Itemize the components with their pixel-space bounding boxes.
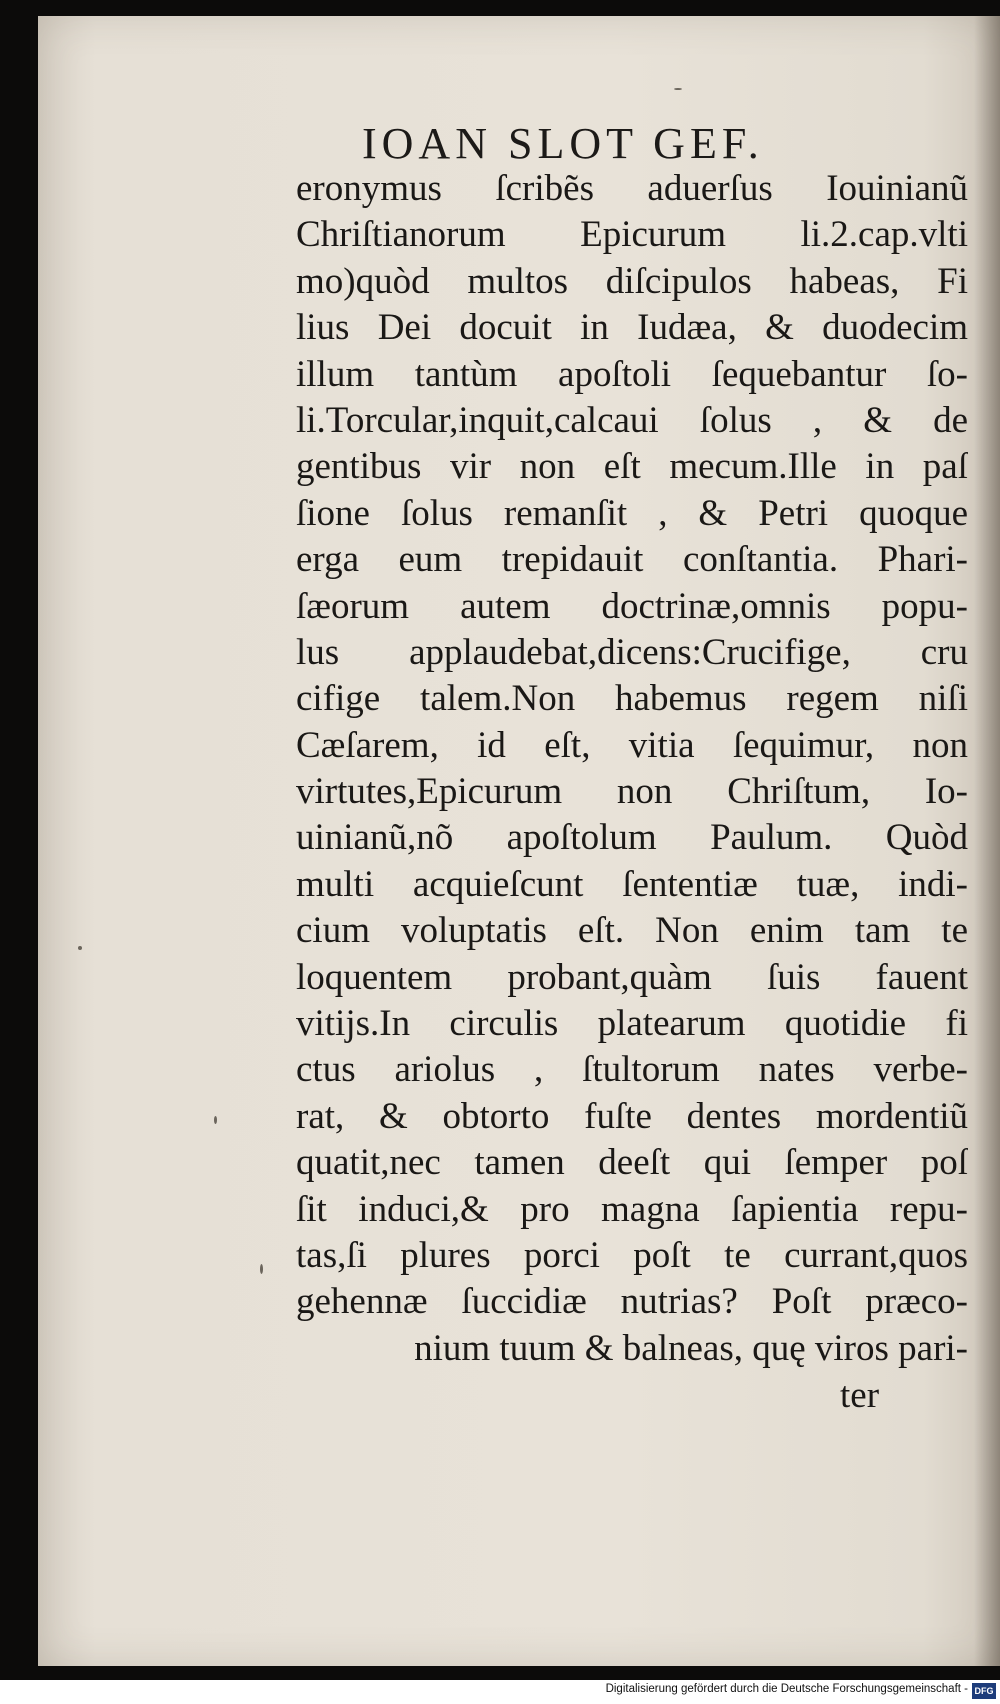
text-line: Cæſarem, id eſt, vitia ſequimur, non [296,724,968,766]
text-line: virtutes,Epicurum non Chriſtum, Io- [296,771,968,813]
running-head: IOAN SLOT GEF. [362,119,764,168]
text-line: Chriſtianorum Epicurum li.2.cap.vlti [296,214,968,256]
text-line: tas,ſi plures porci poſt te currant,quos [296,1234,968,1276]
text-line: ſione ſolus remanſit , & Petri quoque [296,492,968,534]
text-line: loquentem probant,quàm ſuis fauent [296,956,968,998]
text-line: ctus ariolus , ſtultorum nates verbe- [296,1049,968,1091]
text-line: vitijs.In circulis platearum quotidie fi [296,1003,968,1045]
text-line: multi acquieſcunt ſententiæ tuæ, indi- [296,863,968,905]
text-line: lius Dei docuit in Iudæa, & duodecim [296,307,968,349]
text-line: eronymus ſcribẽs aduerſus Iouinianũ [296,168,968,209]
text-line: li.Torcular,inquit,calcaui ſolus , & de [296,399,968,441]
text-line: ſæorum autem doctrinæ,omnis popu- [296,585,968,627]
text-line: ſit induci,& pro magna ſapientia repu- [296,1188,968,1230]
text-line: cifige talem.Non habemus regem niſi [296,678,968,720]
paper-speck [78,946,82,950]
paper-speck [674,88,682,90]
paper-speck [260,1264,263,1274]
text-line: uinianũ,nõ apoſtolum Paulum. Quòd [296,817,968,859]
text-line: nium tuum & balneas, quę viros pari- [414,1327,968,1369]
text-line: lus applaudebat,dicens:Crucifige, cru [296,631,968,673]
text-line: illum tantùm apoſtoli ſequebantur ſo- [296,353,968,395]
dfg-logo: DFG [972,1683,996,1699]
text-line: mo)quòd multos diſcipulos habeas, Fi [296,260,968,302]
paper-speck [214,1116,217,1124]
body-text [296,166,968,1372]
text-line: cium voluptatis eſt. Non enim tam te [296,910,968,952]
text-line: quatit,nec tamen deeſt qui ſemper poſ [296,1142,968,1184]
text-line: gehennæ ſuccidiæ nutrias? Poſt præco- [296,1281,968,1323]
text-line: erga eum trepidauit conſtantia. Phari- [296,539,968,581]
text-line: gentibus vir non eſt mecum.Ille in paſ [296,446,968,488]
catchword: ter [840,1375,880,1416]
text-line: rat, & obtorto fuſte dentes mordentiũ [296,1095,968,1137]
digitization-credit: Digitalisierung gefördert durch die Deutsche Forschungsgemeinschaft - [605,1683,968,1695]
